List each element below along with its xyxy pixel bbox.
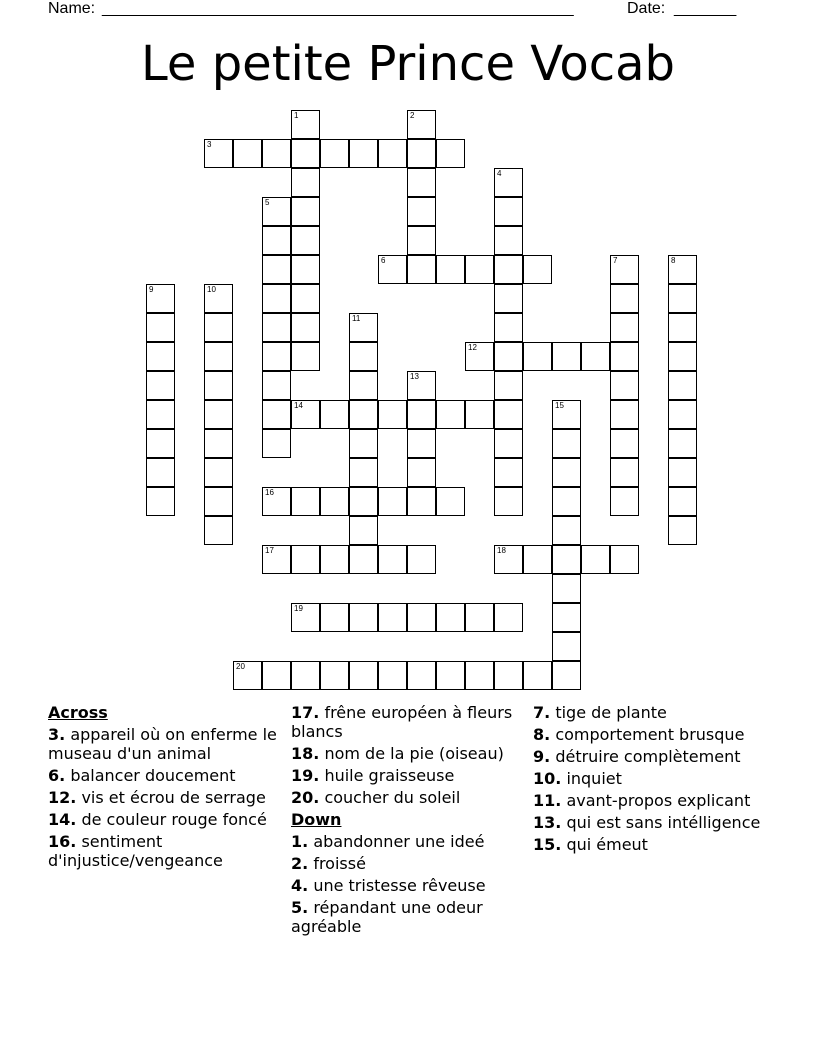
grid-cell[interactable] [581, 545, 610, 574]
grid-cell[interactable] [349, 400, 378, 429]
grid-cell[interactable] [610, 458, 639, 487]
grid-cell[interactable] [233, 661, 262, 690]
grid-cell[interactable] [349, 661, 378, 690]
grid-cell[interactable] [291, 342, 320, 371]
grid-cell[interactable] [349, 429, 378, 458]
grid-cell[interactable] [494, 458, 523, 487]
clue-down: 9. détruire complètement [533, 747, 741, 766]
clue-number: 2 [410, 111, 415, 120]
grid-cell[interactable] [291, 110, 320, 139]
grid-cell[interactable] [494, 603, 523, 632]
grid-cell[interactable] [378, 255, 407, 284]
grid-cell[interactable] [407, 661, 436, 690]
across-heading: Across [48, 703, 108, 722]
grid-cell[interactable] [668, 400, 697, 429]
grid-cell[interactable] [320, 400, 349, 429]
grid-cell[interactable] [291, 487, 320, 516]
clue-across: 19. huile graisseuse [291, 766, 455, 785]
clue-down: 8. comportement brusque [533, 725, 745, 744]
clue-down: 2. froissé [291, 854, 366, 873]
clue-number: 9 [149, 285, 154, 294]
grid-cell[interactable] [552, 400, 581, 429]
grid-cell[interactable] [494, 400, 523, 429]
grid-cell[interactable] [465, 400, 494, 429]
clue-down: 10. inquiet [533, 769, 622, 788]
grid-cell[interactable] [407, 197, 436, 226]
grid-cell[interactable] [610, 400, 639, 429]
grid-cell[interactable] [407, 139, 436, 168]
grid-cell[interactable] [146, 284, 175, 313]
grid-cell[interactable] [349, 458, 378, 487]
grid-cell[interactable] [407, 226, 436, 255]
clue-down: 13. qui est sans intélligence [533, 813, 761, 832]
grid-cell[interactable] [262, 197, 291, 226]
grid-cell[interactable] [291, 197, 320, 226]
grid-cell[interactable] [291, 255, 320, 284]
grid-cell[interactable] [552, 545, 581, 574]
grid-cell[interactable] [262, 487, 291, 516]
grid-cell[interactable] [146, 342, 175, 371]
grid-cell[interactable] [349, 139, 378, 168]
grid-cell[interactable] [610, 487, 639, 516]
grid-cell[interactable] [407, 545, 436, 574]
grid-cell[interactable] [262, 313, 291, 342]
grid-cell[interactable] [494, 429, 523, 458]
clue-number: 12 [468, 343, 477, 352]
clue-number: 19 [294, 604, 303, 613]
grid-cell[interactable] [494, 487, 523, 516]
clue-down: 5. répandant une odeur agréable [291, 898, 483, 936]
grid-cell[interactable] [262, 255, 291, 284]
name-field[interactable]: _____________________________________________________ [102, 0, 574, 17]
grid-cell[interactable] [262, 545, 291, 574]
grid-cell[interactable] [407, 400, 436, 429]
grid-cell[interactable] [407, 458, 436, 487]
grid-cell[interactable] [552, 342, 581, 371]
grid-cell[interactable] [552, 487, 581, 516]
clue-number: 20 [236, 662, 245, 671]
grid-cell[interactable] [146, 458, 175, 487]
grid-cell[interactable] [436, 139, 465, 168]
clue-down: 4. une tristesse rêveuse [291, 876, 486, 895]
grid-cell[interactable] [668, 371, 697, 400]
grid-cell[interactable] [668, 284, 697, 313]
grid-cell[interactable] [465, 603, 494, 632]
grid-cell[interactable] [349, 313, 378, 342]
grid-cell[interactable] [436, 255, 465, 284]
grid-cell[interactable] [204, 139, 233, 168]
grid-cell[interactable] [610, 284, 639, 313]
clue-number: 1 [294, 111, 299, 120]
grid-cell[interactable] [523, 545, 552, 574]
grid-cell[interactable] [523, 255, 552, 284]
clue-number: 3 [207, 140, 212, 149]
grid-cell[interactable] [378, 400, 407, 429]
clue-number: 11 [352, 314, 361, 323]
clue-number: 17 [265, 546, 274, 555]
clue-number: 6 [381, 256, 386, 265]
grid-cell[interactable] [523, 661, 552, 690]
grid-cell[interactable] [262, 661, 291, 690]
clue-number: 4 [497, 169, 502, 178]
grid-cell[interactable] [494, 168, 523, 197]
grid-cell[interactable] [291, 313, 320, 342]
grid-cell[interactable] [320, 545, 349, 574]
clue-down: 15. qui émeut [533, 835, 648, 854]
grid-cell[interactable] [407, 371, 436, 400]
clue-down: 11. avant-propos explicant [533, 791, 751, 810]
grid-cell[interactable] [668, 429, 697, 458]
grid-cell[interactable] [204, 313, 233, 342]
grid-cell[interactable] [262, 139, 291, 168]
grid-cell[interactable] [668, 255, 697, 284]
clue-number: 18 [497, 546, 506, 555]
grid-cell[interactable] [436, 603, 465, 632]
grid-cell[interactable] [204, 429, 233, 458]
grid-cell[interactable] [204, 284, 233, 313]
grid-cell[interactable] [378, 545, 407, 574]
grid-cell[interactable] [146, 429, 175, 458]
grid-cell[interactable] [349, 371, 378, 400]
clue-number: 14 [294, 401, 303, 410]
grid-cell[interactable] [262, 429, 291, 458]
grid-cell[interactable] [494, 661, 523, 690]
grid-cell[interactable] [494, 284, 523, 313]
grid-cell[interactable] [610, 545, 639, 574]
grid-cell[interactable] [610, 342, 639, 371]
grid-cell[interactable] [262, 400, 291, 429]
grid-cell[interactable] [262, 371, 291, 400]
grid-cell[interactable] [204, 458, 233, 487]
grid-cell[interactable] [407, 429, 436, 458]
grid-cell[interactable] [407, 603, 436, 632]
grid-cell[interactable] [349, 342, 378, 371]
clue-number: 13 [410, 372, 419, 381]
grid-cell[interactable] [146, 400, 175, 429]
grid-cell[interactable] [552, 632, 581, 661]
grid-cell[interactable] [378, 603, 407, 632]
clue-across: 20. coucher du soleil [291, 788, 461, 807]
grid-cell[interactable] [494, 197, 523, 226]
clue-number: 15 [555, 401, 564, 410]
grid-cell[interactable] [436, 487, 465, 516]
grid-cell[interactable] [552, 661, 581, 690]
date-field[interactable]: _______ [674, 0, 737, 17]
grid-cell[interactable] [349, 545, 378, 574]
grid-cell[interactable] [291, 168, 320, 197]
grid-cell[interactable] [349, 603, 378, 632]
grid-cell[interactable] [552, 429, 581, 458]
clues-column-1 [48, 703, 280, 873]
grid-cell[interactable] [204, 400, 233, 429]
grid-cell[interactable] [494, 226, 523, 255]
grid-cell[interactable] [204, 516, 233, 545]
clue-number: 16 [265, 488, 274, 497]
grid-cell[interactable] [291, 545, 320, 574]
down-heading: Down [291, 810, 342, 829]
grid-cell[interactable] [407, 255, 436, 284]
grid-cell[interactable] [494, 371, 523, 400]
grid-cell[interactable] [262, 284, 291, 313]
grid-cell[interactable] [378, 661, 407, 690]
grid-cell[interactable] [407, 110, 436, 139]
clue-across: 6. balancer doucement [48, 766, 236, 785]
clue-across: 17. frêne européen à fleurs blancs [291, 703, 513, 741]
grid-cell[interactable] [407, 487, 436, 516]
grid-cell[interactable] [291, 661, 320, 690]
grid-cell[interactable] [523, 342, 552, 371]
grid-cell[interactable] [204, 342, 233, 371]
name-label: Name: [48, 0, 96, 17]
clues-column-2 [291, 703, 523, 939]
grid-cell[interactable] [320, 139, 349, 168]
grid-cell[interactable] [291, 400, 320, 429]
clue-down: 1. abandonner une ideé [291, 832, 485, 851]
grid-cell[interactable] [552, 603, 581, 632]
clue-across: 14. de couleur rouge foncé [48, 810, 267, 829]
grid-cell[interactable] [552, 516, 581, 545]
grid-cell[interactable] [291, 139, 320, 168]
clues-column-3 [533, 703, 765, 857]
grid-cell[interactable] [378, 139, 407, 168]
grid-cell[interactable] [349, 516, 378, 545]
grid-cell[interactable] [204, 371, 233, 400]
grid-cell[interactable] [581, 342, 610, 371]
grid-cell[interactable] [465, 255, 494, 284]
grid-cell[interactable] [291, 603, 320, 632]
clue-down: 7. tige de plante [533, 703, 667, 722]
clue-number: 7 [613, 256, 618, 265]
clue-across: 16. sentiment d'injustice/vengeance [48, 832, 223, 870]
clue-number: 8 [671, 256, 676, 265]
grid-cell[interactable] [494, 545, 523, 574]
grid-cell[interactable] [291, 226, 320, 255]
grid-cell[interactable] [349, 487, 378, 516]
grid-cell[interactable] [610, 313, 639, 342]
clue-number: 5 [265, 198, 270, 207]
grid-cell[interactable] [494, 313, 523, 342]
grid-cell[interactable] [233, 139, 262, 168]
grid-cell[interactable] [262, 342, 291, 371]
grid-cell[interactable] [494, 342, 523, 371]
grid-cell[interactable] [668, 458, 697, 487]
grid-cell[interactable] [668, 313, 697, 342]
grid-cell[interactable] [320, 603, 349, 632]
grid-cell[interactable] [668, 342, 697, 371]
clue-across: 18. nom de la pie (oiseau) [291, 744, 504, 763]
grid-cell[interactable] [465, 342, 494, 371]
grid-cell[interactable] [204, 487, 233, 516]
date-label: Date: [627, 0, 666, 17]
grid-cell[interactable] [436, 661, 465, 690]
grid-cell[interactable] [465, 661, 494, 690]
page-title: Le petite Prince Vocab [141, 36, 675, 92]
grid-cell[interactable] [146, 487, 175, 516]
clue-across: 3. appareil où on enferme le museau d'un animal [48, 725, 277, 763]
grid-cell[interactable] [320, 487, 349, 516]
clue-across: 12. vis et écrou de serrage [48, 788, 266, 807]
grid-cell[interactable] [552, 458, 581, 487]
grid-cell[interactable] [291, 284, 320, 313]
grid-cell[interactable] [610, 371, 639, 400]
grid-cell[interactable] [668, 487, 697, 516]
grid-cell[interactable] [610, 255, 639, 284]
grid-cell[interactable] [320, 661, 349, 690]
grid-cell[interactable] [146, 371, 175, 400]
grid-cell[interactable] [494, 255, 523, 284]
grid-cell[interactable] [668, 516, 697, 545]
grid-cell[interactable] [552, 574, 581, 603]
grid-cell[interactable] [378, 487, 407, 516]
clue-number: 10 [207, 285, 216, 294]
grid-cell[interactable] [146, 313, 175, 342]
grid-cell[interactable] [436, 400, 465, 429]
grid-cell[interactable] [407, 168, 436, 197]
grid-cell[interactable] [610, 429, 639, 458]
grid-cell[interactable] [262, 226, 291, 255]
